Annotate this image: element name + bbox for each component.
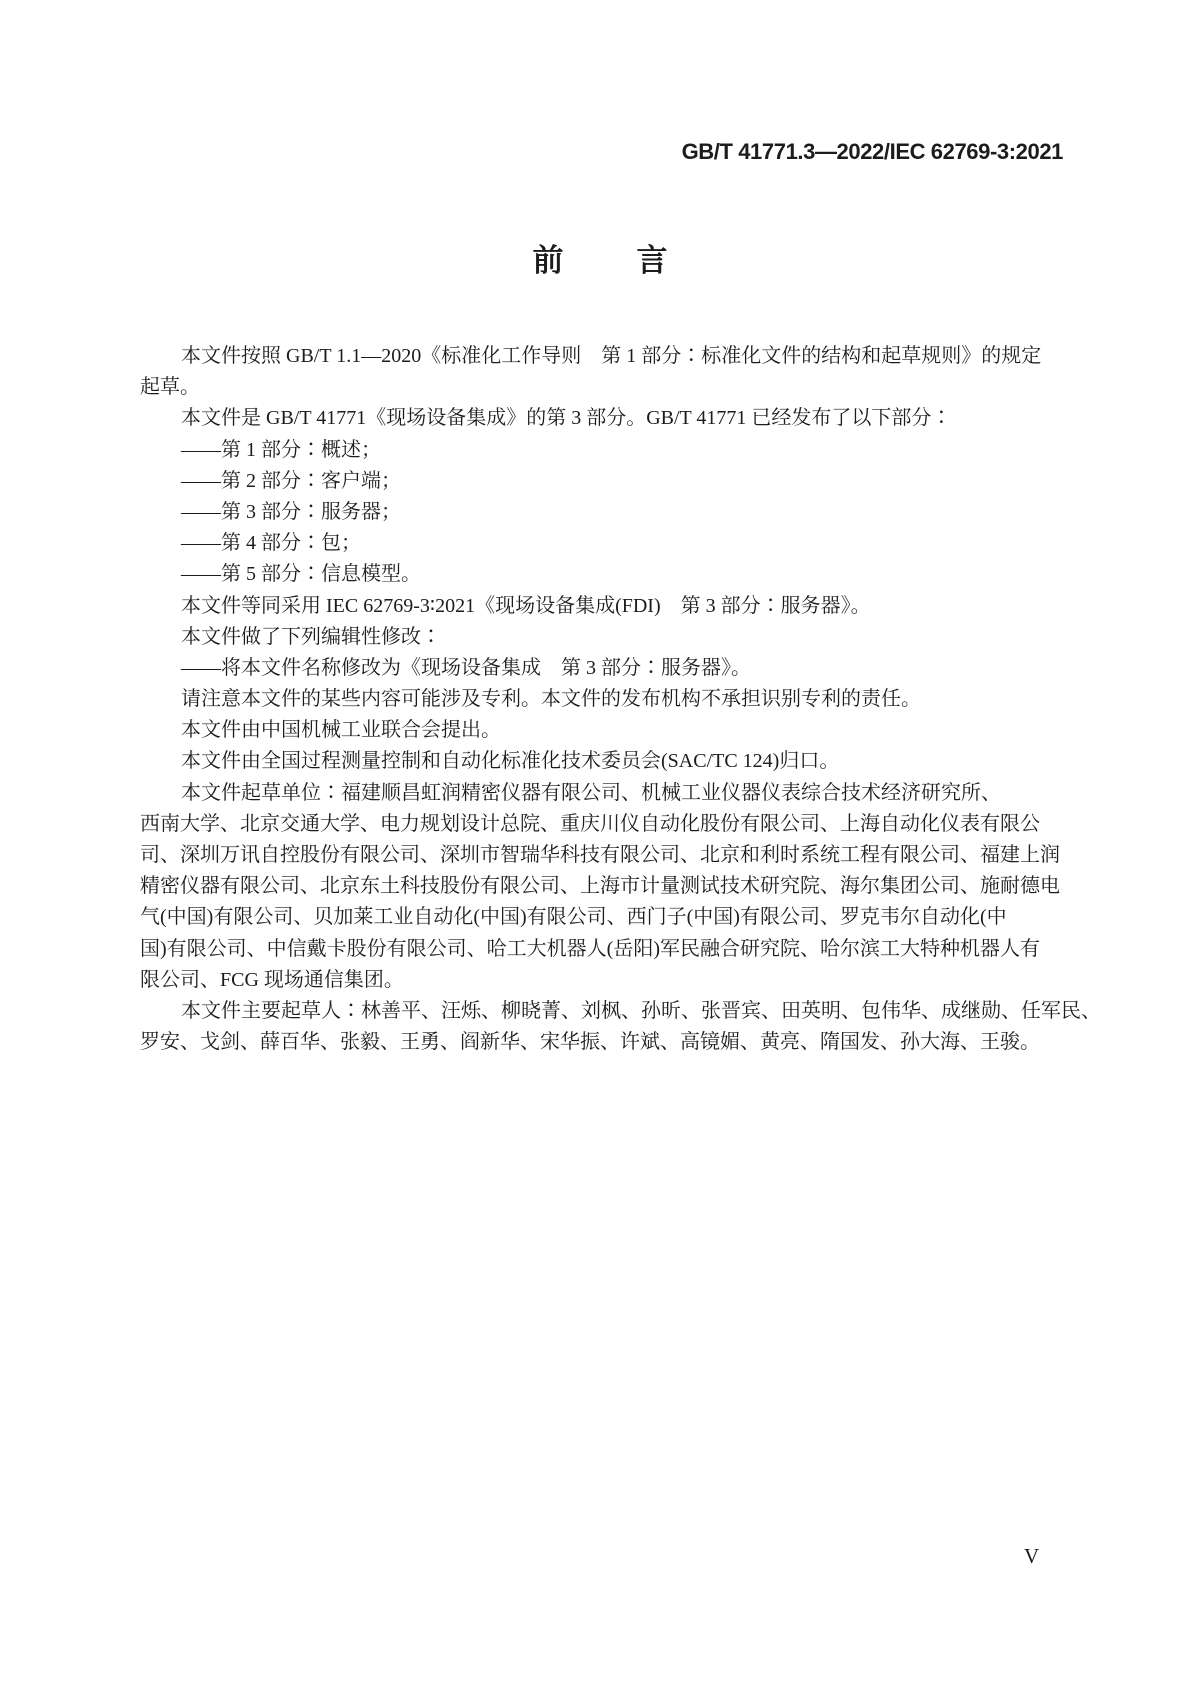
page-number: V	[1024, 1544, 1040, 1568]
foreword-line-list-item: ——第 2 部分∶客户端；	[181, 469, 401, 492]
foreword-body	[140, 341, 1101, 1058]
foreword-line: 本文件由全国过程测量控制和自动化标准化技术委员会(SAC/TC 124)归口。	[181, 750, 840, 773]
foreword-line-list-item: ——将本文件名称修改为《现场设备集成 第 3 部分∶服务器》。	[181, 656, 751, 679]
foreword-line: 本文件做了下列编辑性修改∶	[181, 625, 441, 648]
foreword-line-list-item: ——第 5 部分∶信息模型。	[181, 563, 421, 586]
foreword-line: 本文件是 GB/T 41771《现场设备集成》的第 3 部分。GB/T 41771 已经发布了以下部分∶	[181, 407, 952, 430]
foreword-line: 气(中国)有限公司、贝加莱工业自动化(中国)有限公司、西门子(中国)有限公司、罗克韦尔自动化(中	[140, 906, 1007, 929]
foreword-line: 本文件主要起草人∶林善平、汪烁、柳晓菁、刘枫、孙昕、张晋宾、田英明、包伟华、成继勋、任军民、	[181, 999, 1101, 1022]
foreword-line: 起草。	[140, 376, 200, 399]
foreword-line-list-item: ——第 4 部分∶包；	[181, 532, 361, 555]
foreword-line: 限公司、FCG 现场通信集团。	[140, 968, 404, 991]
foreword-title-char-2: 言	[636, 243, 668, 278]
foreword-title	[140, 244, 1060, 277]
foreword-line: 本文件由中国机械工业联合会提出。	[181, 719, 501, 742]
foreword-line: 罗安、戈剑、薛百华、张毅、王勇、阎新华、宋华振、许斌、高镜媚、黄亮、隋国发、孙大海、王骏。	[140, 1031, 1040, 1054]
foreword-title-char-1: 前	[532, 243, 564, 278]
foreword-line-list-item: ——第 3 部分∶服务器；	[181, 500, 401, 523]
foreword-line: 司、深圳万讯自控股份有限公司、深圳市智瑞华科技有限公司、北京和利时系统工程有限公司、福建上润	[140, 844, 1060, 866]
foreword-line: 本文件起草单位∶福建顺昌虹润精密仪器有限公司、机械工业仪器仪表综合技术经济研究所、	[181, 781, 1001, 804]
foreword-line: 西南大学、北京交通大学、电力规划设计总院、重庆川仪自动化股份有限公司、上海自动化仪表有限公	[140, 812, 1040, 835]
foreword-line: 本文件按照 GB/T 1.1—2020《标准化工作导则 第 1 部分∶标准化文件的结构和起草规则》的规定	[181, 345, 1042, 367]
standard-number: GB/T 41771.3—2022/IEC 62769-3:2021	[681, 139, 1063, 164]
foreword-line: 本文件等同采用 IEC 62769-3∶2021《现场设备集成(FDI) 第 3 部分∶服务器》。	[181, 594, 871, 617]
foreword-line-list-item: ——第 1 部分∶概述；	[181, 438, 381, 461]
foreword-line: 国)有限公司、中信戴卡股份有限公司、哈工大机器人(岳阳)军民融合研究院、哈尔滨工大特种机器人有	[140, 937, 1040, 960]
foreword-line: 请注意本文件的某些内容可能涉及专利。本文件的发布机构不承担识别专利的责任。	[181, 688, 921, 711]
foreword-line: 精密仪器有限公司、北京东土科技股份有限公司、上海市计量测试技术研究院、海尔集团公司、施耐德电	[140, 875, 1060, 898]
